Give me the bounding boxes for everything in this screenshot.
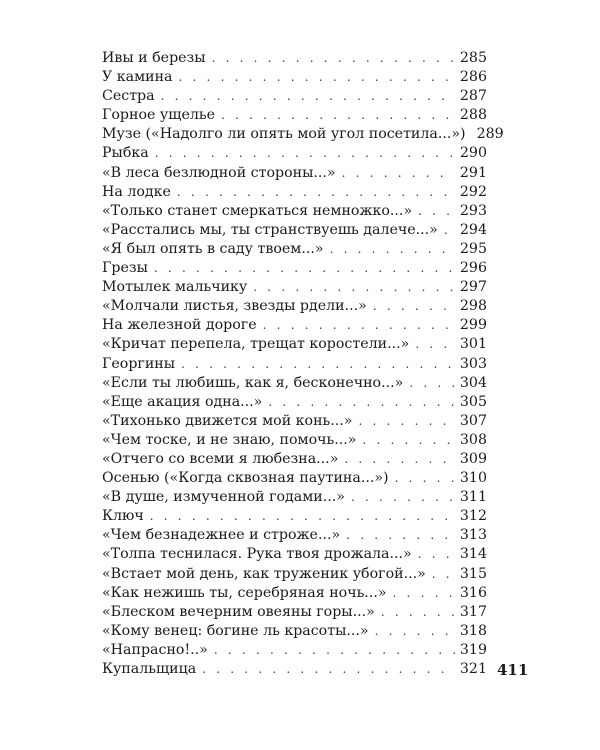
dot-leader <box>418 545 455 564</box>
toc-entry <box>102 49 487 68</box>
toc-entry-page: 286 <box>455 68 487 87</box>
toc-entry <box>102 412 487 431</box>
toc-entry-title: На железной дороге <box>102 316 263 335</box>
toc-entry-page: 304 <box>455 374 487 393</box>
toc-entry-title: «Толпа теснилася. Рука твоя дрожала...» <box>102 545 418 564</box>
toc-entry <box>102 660 487 679</box>
toc-entry-title: Ивы и березы <box>102 49 212 68</box>
toc-entry-title: «Отчего со всеми я любезна...» <box>102 450 344 469</box>
dot-leader <box>342 164 455 183</box>
dot-leader <box>221 106 455 125</box>
toc-entry <box>102 87 487 106</box>
toc-entry-page: 311 <box>455 488 487 507</box>
toc-entry-page: 317 <box>455 603 487 622</box>
page-number: 411 <box>497 661 529 679</box>
toc-entry-page: 296 <box>455 259 487 278</box>
toc-entry-title: Грезы <box>102 259 154 278</box>
dot-leader <box>415 335 455 354</box>
toc-entry <box>102 488 487 507</box>
toc-entry-page: 288 <box>455 106 487 125</box>
toc-entry-page: 309 <box>455 450 487 469</box>
dot-leader <box>375 622 455 641</box>
toc-entry-page: 307 <box>455 412 487 431</box>
toc-entry-page: 295 <box>455 240 487 259</box>
toc-entry <box>102 125 504 144</box>
dot-leader <box>381 603 455 622</box>
dot-leader <box>395 469 455 488</box>
toc-entry-title: «Чем безнадежнее и строже...» <box>102 526 346 545</box>
toc-entry-page: 299 <box>455 316 487 335</box>
dot-leader <box>177 183 455 202</box>
toc-entry-page: 310 <box>455 469 487 488</box>
toc-entry <box>102 335 487 354</box>
toc-entry <box>102 144 487 163</box>
dot-leader <box>155 144 455 163</box>
toc-entry-page: 285 <box>455 49 487 68</box>
toc-entry-title: Рыбка <box>102 144 155 163</box>
toc-entry-title: У камина <box>102 68 179 87</box>
toc-entry-title: «Я был опять в саду твоем...» <box>102 240 330 259</box>
toc-entry <box>102 106 487 125</box>
toc-entry <box>102 221 487 240</box>
toc-entry-page: 301 <box>455 335 487 354</box>
toc-entry-page: 289 <box>472 125 504 144</box>
toc-entry <box>102 431 487 450</box>
dot-leader <box>214 641 455 660</box>
toc-entry-page: 312 <box>455 507 487 526</box>
toc-entry-title: Георгины <box>102 355 181 374</box>
toc-entry <box>102 545 487 564</box>
toc-entry-page: 287 <box>455 87 487 106</box>
toc-entry-title: «Кому венец: богине ль красоты...» <box>102 622 375 641</box>
dot-leader <box>344 450 455 469</box>
toc-entry-page: 314 <box>455 545 487 564</box>
toc-entry-page: 305 <box>455 393 487 412</box>
dot-leader <box>362 431 454 450</box>
toc-entry <box>102 565 487 584</box>
dot-leader <box>181 355 455 374</box>
toc-entry-title: Купальщица <box>102 660 202 679</box>
dot-leader <box>330 240 455 259</box>
toc-entry <box>102 183 487 202</box>
toc-entry-title: «В леса безлюдной стороны...» <box>102 164 342 183</box>
toc-entry-page: 321 <box>455 660 487 679</box>
toc-entry <box>102 603 487 622</box>
toc-entry <box>102 164 487 183</box>
table-of-contents <box>102 49 504 679</box>
toc-entry <box>102 469 487 488</box>
toc-entry-title: Осенью («Когда сквозная паутина...») <box>102 469 395 488</box>
toc-entry-title: «Тихонько движется мой конь...» <box>102 412 358 431</box>
toc-entry <box>102 393 487 412</box>
toc-entry <box>102 641 487 660</box>
toc-entry-page: 293 <box>455 202 487 221</box>
toc-entry <box>102 355 487 374</box>
dot-leader <box>351 488 455 507</box>
dot-leader <box>393 584 455 603</box>
toc-entry <box>102 278 487 297</box>
toc-entry-title: «Блеском вечерним овеяны горы...» <box>102 603 381 622</box>
toc-entry <box>102 374 487 393</box>
toc-entry-title: «Напрасно!..» <box>102 641 214 660</box>
toc-entry-page: 303 <box>455 355 487 374</box>
toc-entry-title: Музе («Надолго ли опять мой угол посетила...») <box>102 125 472 144</box>
toc-entry-page: 315 <box>455 565 487 584</box>
toc-entry-page: 291 <box>455 164 487 183</box>
toc-entry-page: 313 <box>455 526 487 545</box>
toc-entry-page: 292 <box>455 183 487 202</box>
toc-entry-title: «Как нежишь ты, серебряная ночь...» <box>102 584 393 603</box>
toc-entry-page: 319 <box>455 641 487 660</box>
toc-entry-page: 294 <box>455 221 487 240</box>
toc-entry-page: 298 <box>455 297 487 316</box>
toc-entry-title: «Расстались мы, ты странствуешь далече...» <box>102 221 444 240</box>
toc-entry <box>102 507 487 526</box>
toc-entry <box>102 202 487 221</box>
toc-entry-title: «Чем тоске, и не знаю, помочь...» <box>102 431 362 450</box>
toc-entry-title: «Если ты любишь, как я, бесконечно...» <box>102 374 409 393</box>
dot-leader <box>161 87 455 106</box>
toc-entry <box>102 526 487 545</box>
dot-leader <box>409 374 455 393</box>
toc-entry-page: 316 <box>455 584 487 603</box>
dot-leader <box>418 202 455 221</box>
toc-entry-page: 308 <box>455 431 487 450</box>
toc-entry <box>102 584 487 603</box>
toc-entry <box>102 297 487 316</box>
toc-entry <box>102 316 487 335</box>
dot-leader <box>444 221 455 240</box>
dot-leader <box>268 393 455 412</box>
toc-entry-page: 318 <box>455 622 487 641</box>
dot-leader <box>263 316 455 335</box>
dot-leader <box>212 49 455 68</box>
toc-entry <box>102 68 487 87</box>
toc-entry-title: «Только станет смеркаться немножко...» <box>102 202 418 221</box>
toc-entry-page: 290 <box>455 144 487 163</box>
dot-leader <box>179 68 455 87</box>
toc-entry-title: Мотылек мальчику <box>102 278 253 297</box>
toc-entry-page: 297 <box>455 278 487 297</box>
dot-leader <box>432 565 455 584</box>
toc-entry-title: Горное ущелье <box>102 106 221 125</box>
toc-entry-title: Ключ <box>102 507 150 526</box>
toc-entry <box>102 259 487 278</box>
toc-entry-title: «Кричат перепела, трещат коростели...» <box>102 335 415 354</box>
toc-entry-title: «Еще акация одна...» <box>102 393 268 412</box>
toc-entry <box>102 622 487 641</box>
toc-entry <box>102 240 487 259</box>
dot-leader <box>154 259 455 278</box>
toc-entry-title: Сестра <box>102 87 161 106</box>
dot-leader <box>373 297 455 316</box>
toc-entry-title: «Молчали листья, звезды рдели...» <box>102 297 373 316</box>
dot-leader <box>358 412 454 431</box>
dot-leader <box>253 278 455 297</box>
dot-leader <box>150 507 455 526</box>
toc-entry-title: «В душе, измученной годами...» <box>102 488 351 507</box>
dot-leader <box>202 660 455 679</box>
dot-leader <box>346 526 455 545</box>
toc-entry-title: «Встает мой день, как труженик убогой...» <box>102 565 432 584</box>
toc-entry <box>102 450 487 469</box>
toc-entry-title: На лодке <box>102 183 177 202</box>
